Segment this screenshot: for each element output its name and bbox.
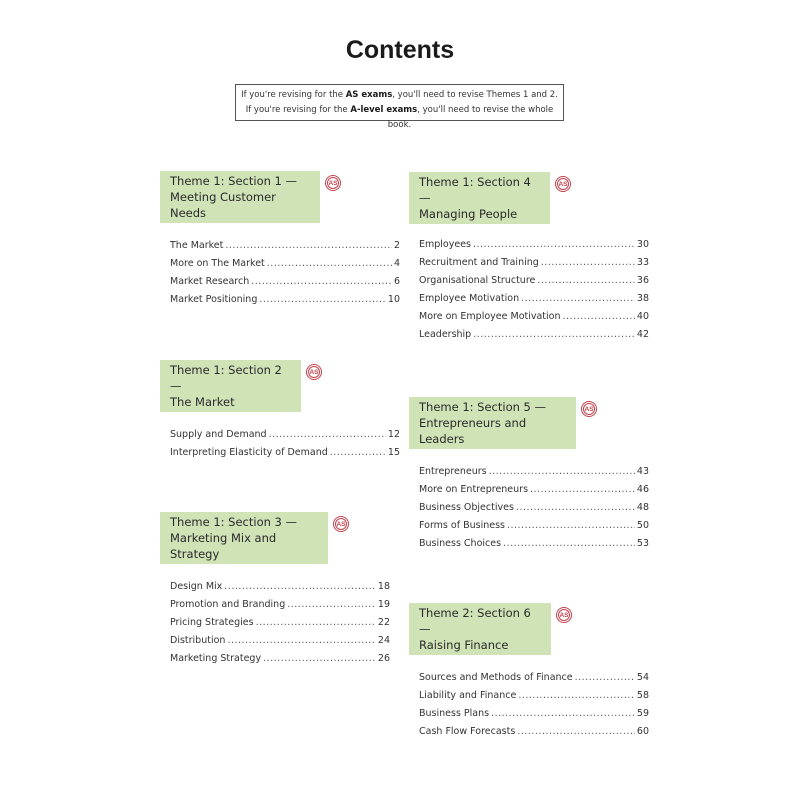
section-title-box: [160, 171, 320, 223]
toc-entry-title: Employees: [419, 239, 471, 250]
toc-entry-title: Market Positioning: [170, 294, 258, 305]
notice-text: , you'll need to revise Themes 1 and 2.: [392, 90, 558, 100]
toc-list: [419, 669, 649, 741]
toc-list: [170, 578, 390, 668]
toc-section-6: [409, 603, 649, 741]
dot-leader: [516, 499, 635, 517]
toc-entry-sources-and-methods-of-finance[interactable]: [419, 669, 649, 687]
toc-entry-employees[interactable]: [419, 236, 649, 254]
toc-entry-title: Business Choices: [419, 538, 502, 549]
toc-entry-title: More on Entrepreneurs: [419, 484, 529, 495]
toc-page-number: 10: [387, 294, 400, 305]
toc-entry-forms-of-business[interactable]: [419, 517, 649, 535]
notice-text: If you're revising for the: [241, 90, 346, 100]
dot-leader: [227, 632, 375, 650]
section-title: Meeting Customer Needs: [170, 190, 276, 220]
section-theme-label: Theme 1: Section 2 —: [170, 363, 282, 393]
dot-leader: [225, 237, 392, 255]
dot-leader: [517, 723, 635, 741]
toc-page-number: 40: [636, 311, 649, 322]
toc-page-number: 48: [636, 502, 649, 513]
as-badge-icon: [325, 175, 341, 191]
notice-emphasis: AS exams: [345, 90, 393, 100]
section-header: [160, 171, 400, 223]
toc-list: [419, 236, 649, 344]
as-badge-icon: [555, 176, 571, 192]
toc-section-5: [409, 397, 649, 553]
badge-label: AS: [558, 180, 568, 188]
toc-entry-title: Interpreting Elasticity of Demand: [170, 447, 328, 458]
as-badge-icon: [581, 401, 597, 417]
dot-leader: [224, 578, 376, 596]
toc-entry-title: Recruitment and Training: [419, 257, 539, 268]
toc-entry-title: Market Research: [170, 276, 250, 287]
section-theme-label: Theme 1: Section 4 —: [419, 175, 531, 205]
dot-leader: [489, 463, 635, 481]
toc-entry-more-on-the-market[interactable]: [170, 255, 400, 273]
dot-leader: [287, 596, 376, 614]
toc-page-number: 33: [636, 257, 649, 268]
toc-entry-marketing-strategy[interactable]: [170, 650, 390, 668]
dot-leader: [507, 517, 635, 535]
toc-entry-cash-flow-forecasts[interactable]: [419, 723, 649, 741]
dot-leader: [530, 481, 635, 499]
toc-entry-market-positioning[interactable]: [170, 291, 400, 309]
toc-entry-title: Design Mix: [170, 581, 223, 592]
toc-entry-distribution[interactable]: [170, 632, 390, 650]
toc-entry-more-on-entrepreneurs[interactable]: [419, 481, 649, 499]
section-title-box: [160, 360, 301, 412]
dot-leader: [473, 236, 635, 254]
section-header: [409, 603, 649, 655]
dot-leader: [330, 444, 386, 462]
section-theme-label: Theme 1: Section 3 —: [170, 515, 298, 529]
toc-page-number: 50: [636, 520, 649, 531]
toc-entry-the-market[interactable]: [170, 237, 400, 255]
toc-page-number: 24: [377, 635, 390, 646]
toc-entry-pricing-strategies[interactable]: [170, 614, 390, 632]
toc-entry-title: Entrepreneurs: [419, 466, 487, 477]
toc-page-number: 15: [387, 447, 400, 458]
toc-page-number: 38: [636, 293, 649, 304]
toc-page-number: 43: [636, 466, 649, 477]
dot-leader: [267, 255, 392, 273]
toc-entry-interpreting-elasticity[interactable]: [170, 444, 400, 462]
toc-entry-title: Promotion and Branding: [170, 599, 286, 610]
notice-emphasis: A-level exams: [350, 105, 418, 115]
section-header: [409, 397, 649, 449]
toc-page-number: 58: [636, 690, 649, 701]
toc-entry-liability-and-finance[interactable]: [419, 687, 649, 705]
toc-list: [419, 463, 649, 553]
dot-leader: [575, 669, 635, 687]
toc-page-number: 60: [636, 726, 649, 737]
section-theme-label: Theme 2: Section 6 —: [419, 606, 531, 636]
dot-leader: [269, 426, 386, 444]
toc-page-number: 30: [636, 239, 649, 250]
toc-section-1: [160, 171, 400, 309]
toc-entry-title: Marketing Strategy: [170, 653, 262, 664]
as-badge-icon: [333, 516, 349, 532]
toc-page-number: 2: [393, 240, 400, 251]
notice-line-as: [236, 88, 563, 103]
dot-leader: [473, 326, 635, 344]
toc-entry-title: Pricing Strategies: [170, 617, 254, 628]
toc-entry-design-mix[interactable]: [170, 578, 390, 596]
toc-entry-title: Employee Motivation: [419, 293, 520, 304]
section-header: [160, 360, 400, 412]
toc-page-number: 59: [636, 708, 649, 719]
toc-entry-title: Distribution: [170, 635, 226, 646]
notice-text: If you're revising for the: [245, 105, 351, 115]
section-title: The Market: [170, 395, 235, 409]
badge-label: AS: [584, 405, 594, 413]
page-title: Contents: [345, 36, 455, 64]
toc-entry-more-on-employee-motivation[interactable]: [419, 308, 649, 326]
toc-entry-title: Liability and Finance: [419, 690, 517, 701]
toc-entry-business-plans[interactable]: [419, 705, 649, 723]
toc-page-number: 22: [377, 617, 390, 628]
section-theme-label: Theme 1: Section 5 —: [419, 400, 547, 414]
toc-entry-entrepreneurs[interactable]: [419, 463, 649, 481]
section-title: Raising Finance: [419, 638, 509, 652]
dot-leader: [503, 535, 635, 553]
toc-section-4: [409, 172, 649, 344]
section-title: Managing People: [419, 207, 518, 221]
toc-page-number: 54: [636, 672, 649, 683]
section-title-box: [409, 397, 576, 449]
toc-entry-market-research[interactable]: [170, 273, 400, 291]
toc-entry-title: More on The Market: [170, 258, 265, 269]
toc-entry-title: Forms of Business: [419, 520, 505, 531]
toc-entry-recruitment-and-training[interactable]: [419, 254, 649, 272]
dot-leader: [518, 687, 635, 705]
toc-list: [170, 426, 400, 462]
as-badge-icon: [306, 364, 322, 380]
toc-list: [170, 237, 400, 309]
toc-entry-employee-motivation[interactable]: [419, 290, 649, 308]
toc-entry-promotion-and-branding[interactable]: [170, 596, 390, 614]
badge-label: AS: [309, 368, 319, 376]
section-header: [160, 512, 390, 564]
toc-entry-supply-and-demand[interactable]: [170, 426, 400, 444]
badge-label: AS: [559, 611, 569, 619]
section-header: [409, 172, 649, 224]
toc-entry-title: Organisational Structure: [419, 275, 536, 286]
dot-leader: [541, 254, 635, 272]
toc-section-3: [160, 512, 390, 668]
toc-page-number: 36: [636, 275, 649, 286]
section-title-box: [409, 603, 551, 655]
toc-page-number: 6: [393, 276, 400, 287]
revision-notice: [235, 84, 564, 130]
toc-section-2: [160, 360, 400, 462]
toc-page-number: 42: [636, 329, 649, 340]
toc-page-number: 4: [393, 258, 400, 269]
dot-leader: [259, 291, 386, 309]
toc-entry-title: Supply and Demand: [170, 429, 267, 440]
toc-page-number: 46: [636, 484, 649, 495]
toc-page-number: 26: [377, 653, 390, 664]
notice-text: , you'll need to revise the whole book.: [387, 105, 554, 130]
dot-leader: [263, 650, 376, 668]
dot-leader: [491, 705, 635, 723]
section-title-box: [160, 512, 328, 564]
toc-entry-business-choices[interactable]: [419, 535, 649, 553]
badge-label: AS: [328, 179, 338, 187]
toc-entry-organisational-structure[interactable]: [419, 272, 649, 290]
dot-leader: [563, 308, 635, 326]
toc-page-number: 53: [636, 538, 649, 549]
toc-entry-business-objectives[interactable]: [419, 499, 649, 517]
section-theme-label: Theme 1: Section 1 —: [170, 174, 298, 188]
toc-entry-title: Business Objectives: [419, 502, 514, 513]
section-title: Marketing Mix and Strategy: [170, 531, 277, 561]
toc-entry-title: Cash Flow Forecasts: [419, 726, 516, 737]
badge-label: AS: [336, 520, 346, 528]
toc-entry-title: The Market: [170, 240, 224, 251]
section-title-box: [409, 172, 550, 224]
toc-page-number: 18: [377, 581, 390, 592]
toc-entry-title: More on Employee Motivation: [419, 311, 561, 322]
toc-entry-leadership[interactable]: [419, 326, 649, 344]
notice-line-alevel: [236, 103, 563, 133]
toc-entry-title: Leadership: [419, 329, 472, 340]
dot-leader: [256, 614, 376, 632]
dot-leader: [521, 290, 635, 308]
toc-entry-title: Sources and Methods of Finance: [419, 672, 573, 683]
as-badge-icon: [556, 607, 572, 623]
toc-page-number: 19: [377, 599, 390, 610]
toc-page-number: 12: [387, 429, 400, 440]
dot-leader: [537, 272, 635, 290]
section-title: Entrepreneurs and Leaders: [419, 416, 527, 446]
dot-leader: [251, 273, 392, 291]
toc-entry-title: Business Plans: [419, 708, 490, 719]
